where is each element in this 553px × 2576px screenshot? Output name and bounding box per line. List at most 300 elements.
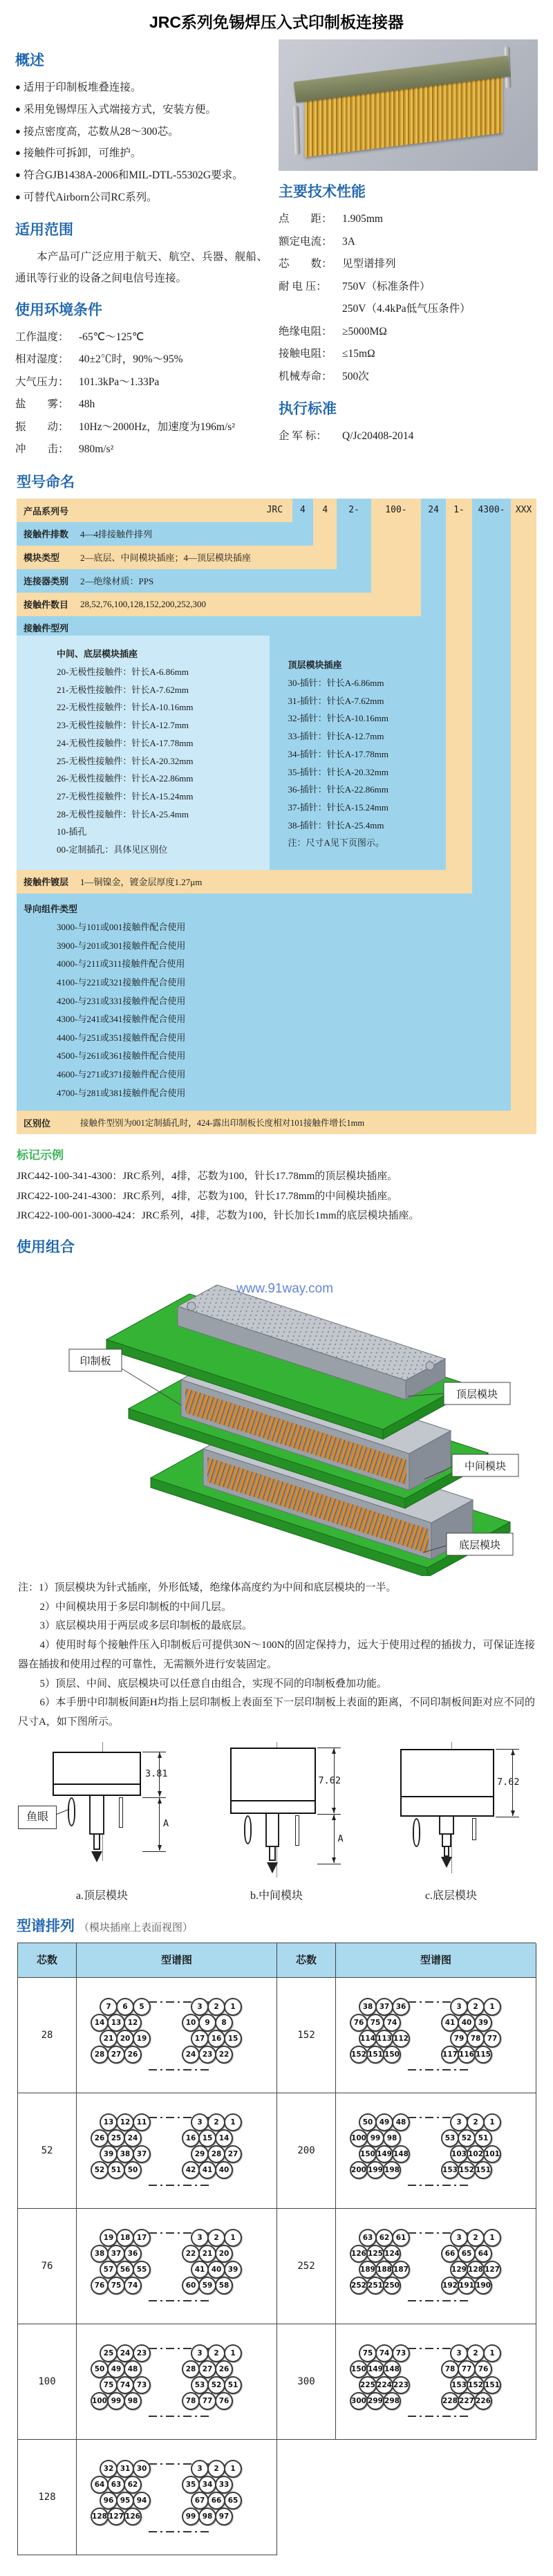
pin-circle: 1 [224,2460,242,2478]
fisheye-label: 鱼眼 [18,1806,57,1829]
pin-circle: 14 [215,2129,233,2147]
pin-circle: 62 [375,2229,393,2247]
pin-circle: 41 [191,2261,209,2279]
pin-circle: 94 [133,2492,151,2510]
pin-circle: 129 [450,2261,468,2279]
naming-row-contact-types [17,616,446,870]
pin-circle: 127 [483,2261,501,2279]
pin-circle: 75 [100,2376,118,2394]
spec-label: 点 距： [279,213,332,225]
continuation-line [408,2300,470,2301]
spec-label: 振 动： [15,420,69,433]
pin-circle: 227 [458,2392,476,2410]
code-series: JRC [266,504,283,515]
pin-circle: 75 [359,2344,377,2362]
marking-line: JRC442-100-341-4300：JRC系列，4排，芯数为100，针长17.78mm的顶层模块插座。 [17,1171,398,1183]
pin-circle: 2 [207,2460,225,2478]
col-header-diagram: 型谱图 [336,1943,536,1978]
dim-7-62: 7.62 [318,1775,341,1786]
pin-diagram [336,2209,536,2324]
pin-circle: 128 [91,2508,109,2526]
spec-value: 40±2℃时，90%～95% [79,353,183,366]
col-header-count: 芯数 [277,1943,336,1978]
pin-circle: 128 [467,2261,485,2279]
overview-heading: 概述 [15,53,44,68]
pin-circle: 52 [458,2129,476,2147]
pin-circle: 74 [116,2376,134,2394]
contact-type-item: 30-插针：针长A-6.86mm [288,677,384,688]
fisheye-pin [68,1797,75,1826]
pin-circle: 3 [450,2113,468,2131]
contact-type-item: 38-插针：针长A-25.4mm [288,819,384,831]
drawing-top-module [28,1742,176,1902]
pin-circle: 9 [198,2014,216,2032]
row-desc: 接触件型别为001定制插孔时，424-露出印制板长度相对101接触件增长1mm [80,1118,365,1129]
pin-circle: 300 [350,2392,368,2410]
pin-circle: 61 [392,2229,410,2247]
pin-circle: 21 [100,2030,118,2048]
contact-left-list [57,663,270,859]
contact-type-item: 23-无极性接触件：针长A-12.7mm [57,720,189,731]
guide-item: 3000-与101或001接触件配合使用 [57,921,186,932]
continuation-line [408,2416,470,2417]
pin-circle: 34 [198,2476,216,2494]
pin-circle: 53 [441,2129,459,2147]
pin-circle: 60 [182,2277,200,2295]
performance-heading: 主要技术性能 [279,184,366,200]
spec-item [15,438,268,461]
pin-circle: 27 [198,2360,216,2378]
row-desc: 2—绝缘材质：PPS [80,576,154,587]
spec-item [279,425,538,448]
pin-circle: 37 [375,1998,393,2016]
pin-circle: 95 [116,2492,134,2510]
spec-value: Q/Jc20408-2014 [342,430,414,443]
pin-circle: 151 [474,2161,492,2179]
spec-item [279,208,538,231]
overview-bullet: ● 可替代Airborn公司RC系列。 [15,187,268,209]
pin-circle: 22 [182,2245,200,2263]
standard-list [279,425,538,448]
marking-line: JRC422-100-241-4300：JRC系列，4排，芯数为100，针长17.78mm的中间模块插座。 [17,1190,398,1202]
pin-circle: 126 [350,2245,368,2263]
contact-left-column [17,636,270,870]
pin-diagram [77,2440,277,2555]
pin-circle: 50 [124,2161,142,2179]
pin-circle: 39 [474,2014,492,2032]
pin-circle: 26 [124,2046,142,2064]
continuation-line [149,2531,211,2532]
contact-type-item: 25-无极性接触件：针长A-20.32mm [57,755,194,766]
pin-row [336,2161,536,2179]
pin-circle: 28 [91,2046,109,2064]
pin-circle: 20 [116,2030,134,2048]
drawing-caption: a.顶层模块 [75,1889,129,1902]
spec-value: ≥5000MΩ [342,325,387,337]
core-count: 252 [277,2209,336,2324]
pin-circle: 65 [224,2492,242,2510]
pin-circle: 14 [91,2014,109,2032]
pin-circle: 59 [198,2277,216,2295]
pin-circle: 5 [133,1998,151,2016]
guide-item: 4600-与271或371接触件配合使用 [57,1069,186,1080]
pin-circle: 1 [483,2344,501,2362]
pin-circle: 38 [359,1998,377,2016]
pin-circle: 23 [198,2046,216,2064]
pin-circle: 37 [133,2145,151,2163]
pin-circle: 49 [107,2360,125,2378]
spec-label: 企 军 标： [279,430,327,443]
pin-circle: 28 [207,2145,225,2163]
pin-circle: 16 [207,2030,225,2048]
continuation-line [408,2185,470,2186]
pin-circle: 152 [458,2161,476,2179]
pin-diagram [336,1978,536,2093]
pin-circle: 76 [350,2014,368,2032]
contact-type-item: 26-无极性接触件：针长A-22.86mm [57,773,194,784]
pin-circle: 153 [450,2376,468,2394]
spec-label: 耐 电 压： [279,280,327,293]
pin-circle: 20 [215,2245,233,2263]
pin-circle: 127 [107,2508,125,2526]
spec-value: 48h [79,398,95,411]
contact-right-list [288,674,446,835]
pin-circle: 24 [182,2046,200,2064]
naming-row-guide [17,893,511,1111]
spec-label: 额定电流： [279,235,332,248]
marking-heading: 标记示例 [17,1149,64,1162]
model-naming-section [0,471,553,1134]
naming-header-row [17,499,536,522]
pin-circle: 49 [375,2113,393,2131]
continuation-line [149,2069,211,2070]
spec-value: 250V（4.4kPa低气压条件） [342,303,471,315]
pin-circle: 33 [215,2476,233,2494]
top-two-column-area [0,39,553,461]
spec-item [15,326,268,349]
combination-heading: 使用组合 [17,1239,75,1255]
pin-circle: 1 [224,2344,242,2362]
right-column [279,39,538,461]
code-count: 100- [385,504,407,515]
contact-type-item: 22-无极性接触件：针长A-10.16mm [57,702,194,713]
pin-circle: 40 [215,2161,233,2179]
pin-circle: 100 [350,2129,368,2147]
pin-circle: 27 [224,2145,242,2163]
stack-diagram [17,1263,536,1576]
pin-circle: 125 [366,2245,384,2263]
pin-circle: 23 [133,2344,151,2362]
pin-circle: 113 [375,2030,393,2048]
note-line: 3）底层模块用于两层或多层印制板的最底层。 [39,1620,253,1632]
pin-circle: 151 [483,2376,501,2394]
code-distinct: XXX [515,504,532,515]
pin-circle: 51 [224,2376,242,2394]
pin-circle: 3 [450,1998,468,2016]
spec-item [279,366,538,389]
pin-circle: 17 [133,2229,151,2247]
overview-bullet: ● 接点密度高，芯数从28～300芯。 [15,121,268,143]
pin-circle: 102 [467,2145,485,2163]
pin-circle: 198 [383,2161,401,2179]
pin-circle: 38 [116,2145,134,2163]
pin-circle: 28 [182,2360,200,2378]
pin-circle: 24 [124,2129,142,2147]
pin-circle: 101 [483,2145,501,2163]
note-line: 5）顶层、中间、底层模块可以任意自由组合，实现不同的印制板叠加功能。 [39,1678,388,1689]
contact-type-item: 10-插孔 [57,826,87,837]
spec-value: 500次 [342,370,369,382]
pin-circle: 148 [392,2145,410,2163]
pin-circle: 42 [182,2161,200,2179]
code-plating: 1- [453,504,465,515]
spec-label [279,298,342,321]
pin-circle: 3 [450,2229,468,2247]
guide-label: 导向组件类型 [24,903,78,914]
code-module: 4 [322,504,328,515]
row-desc: 4—4排接触件排列 [80,529,153,540]
pin-row [77,2277,276,2295]
spec-value: ≤15mΩ [342,348,375,360]
pin-circle: 22 [215,2046,233,2064]
guide-item: 3900-与201或301接触件配合使用 [57,940,186,951]
pin-circle: 64 [91,2476,109,2494]
pin-circle: 117 [441,2046,459,2064]
row-desc: 28,52,76,100,128,152,200,252,300 [80,598,206,609]
pin-circle: 188 [375,2261,393,2279]
pin-circle: 115 [474,2046,492,2064]
pin-circle: 62 [124,2476,142,2494]
guide-item: 4200-与231或331接触件配合使用 [57,995,186,1006]
pin-circle: 63 [107,2476,125,2494]
pin-circle: 112 [392,2030,410,2048]
continuation-line [149,2300,211,2301]
spec-label: 机械寿命： [279,370,332,382]
pin-circle: 8 [215,2014,233,2032]
pin-circle: 225 [359,2376,377,2394]
contact-type-item: 35-插针：针长A-20.32mm [288,766,388,777]
dim-A: A [337,1833,344,1844]
core-count: 100 [18,2324,77,2440]
pin-circle: 10 [182,2014,200,2032]
contact-type-columns [17,636,446,870]
pin-circle: 53 [191,2376,209,2394]
row-label: 区别位 [24,1118,51,1129]
pin-diagram [77,2093,277,2209]
product-photo [279,39,538,171]
drawing-middle-module [203,1742,351,1902]
pin-circle: 152 [467,2376,485,2394]
overview-bullet: ● 接触件可拆卸，可维护。 [15,142,268,165]
pin-circle: 99 [182,2508,200,2526]
pin-circle: 29 [191,2145,209,2163]
col-header-diagram: 型谱图 [77,1943,277,1978]
naming-heading: 型号命名 [17,474,75,490]
pin-circle: 3 [191,2344,209,2362]
pin-circle: 191 [458,2277,476,2295]
spec-label: 绝缘电阻： [279,325,332,337]
pin-circle: 36 [392,1998,410,2016]
pin-circle: 31 [116,2460,134,2478]
pin-circle: 75 [107,2277,125,2295]
scope-heading: 适用范围 [15,221,73,238]
contact-right-column [270,636,446,870]
pin-circle: 1 [483,2113,501,2131]
marking-line: JRC422-100-001-3000-424：JRC系列，4排，芯数为100，针长加长1mm的底层模块插座。 [17,1210,420,1222]
pin-circle: 74 [375,2344,393,2362]
contact-right-note: 注：尺寸A见下页图示。 [288,837,384,849]
pin-circle: 32 [100,2460,118,2478]
pin-circle: 11 [133,2113,151,2131]
contact-type-item: 31-插针：针长A-7.62mm [288,695,384,706]
pin-circle: 25 [107,2129,125,2147]
pin-circle: 41 [441,2014,459,2032]
pin-row [336,2046,536,2064]
contact-type-item: 27-无极性接触件：针长A-15.24mm [57,791,194,802]
col-header-count: 芯数 [18,1943,77,1978]
pin-diagram [336,2093,536,2209]
guide-pin-left [293,105,301,155]
spectrum-heading: 型谱排列 [17,1918,75,1934]
pin-circle: 199 [366,2161,384,2179]
pin-circle: 26 [215,2360,233,2378]
module-drawings [0,1732,553,1902]
pin-circle: 1 [483,2229,501,2247]
spec-label: 芯 数： [279,258,332,270]
spec-item [15,371,268,394]
pin-circle: 39 [100,2145,118,2163]
pin-circle: 150 [359,2145,377,2163]
spec-item [279,321,538,344]
spectrum-heading-row [0,1915,553,1936]
pin-circle: 3 [191,1998,209,2016]
pin-circle: 77 [458,2360,476,2378]
page-title: JRC系列免锡焊压入式印制板连接器 [149,13,404,31]
core-count: 28 [18,1978,77,2093]
overview-bullet: ● 适用于印制板堆叠连接。 [15,77,268,99]
pin-circle: 36 [124,2245,142,2263]
contact-right-title: 顶层模块插座 [288,659,342,670]
pin-circle: 66 [441,2245,459,2263]
pin-circle: 19 [100,2229,118,2247]
pin-circle: 73 [392,2344,410,2362]
svg-text:底层模块: 底层模块 [458,1539,501,1551]
performance-list [279,208,538,388]
pin-circle: 39 [224,2261,242,2279]
note-line: 6）本手册中印制板间距H均指上层印制板上表面至下一层印制板上表面的距离，不同印制板间距对应不同的尺寸A，如下图所示。 [18,1697,535,1728]
environment-list [15,326,268,461]
naming-row-plating [17,870,472,893]
empty-cell [336,2440,536,2555]
pin-circle: 64 [474,2245,492,2263]
naming-row-category [17,569,371,593]
pin-row [77,2392,276,2410]
row-label: 模块类型 [24,553,60,564]
pin-circle: 37 [107,2245,125,2263]
pin-row [77,2508,276,2526]
left-column [15,39,268,461]
pin-circle: 58 [215,2277,233,2295]
pin-circle: 77 [198,2392,216,2410]
pin-circle: 75 [366,2014,384,2032]
pin-circle: 17 [191,2030,209,2048]
note-line: 2）中间模块用于多层印制板的中间几层。 [39,1601,232,1613]
drawing-caption: b.中间模块 [250,1889,303,1902]
pin-circle: 74 [124,2277,142,2295]
svg-text:中间模块: 中间模块 [464,1461,507,1472]
pin-circle: 79 [450,2030,468,2048]
guide-list [17,918,185,1111]
pin-circle: 21 [198,2245,216,2263]
pin-circle: 149 [366,2360,384,2378]
pin-circle: 78 [182,2392,200,2410]
spec-value: 750V（标准条件） [342,280,431,293]
naming-row-count [17,593,421,616]
row-desc: 1—铜镍金，镀金层厚度1.27μm [80,877,203,888]
pin-circle: 99 [107,2392,125,2410]
pin-diagram [77,1978,277,2093]
code-rows: 4 [292,499,314,522]
row-label: 接触件排数 [24,529,69,540]
pin-circle: 76 [215,2392,233,2410]
pin-circle: 3 [191,2460,209,2478]
pin-circle: 98 [383,2129,401,2147]
pin-circle: 41 [198,2161,216,2179]
row-desc: 2—底层、中间模块插座；4—顶层模块插座 [80,553,252,564]
pin-circle: 12 [116,2113,134,2131]
pin-row [77,2046,276,2064]
spec-item [279,298,538,321]
pin-circle: 7 [100,1998,118,2016]
pin-circle: 251 [366,2277,384,2295]
continuation-line [149,2185,211,2186]
pin-circle: 57 [100,2261,118,2279]
contact-type-item: 28-无极性接触件：针长A-25.4mm [57,808,189,819]
pin-circle: 148 [383,2360,401,2378]
dim-3-81: 3.81 [145,1768,168,1779]
spectrum-subtitle: （模块插座上表面视图） [79,1922,194,1934]
pin-circle: 250 [383,2277,401,2295]
pin-circle: 2 [207,2113,225,2131]
pin-circle: 3 [191,2229,209,2247]
pin-circle: 3 [191,2113,209,2131]
svg-text:顶层模块: 顶层模块 [456,1389,498,1400]
pin-circle: 200 [350,2161,368,2179]
pin-circle: 15 [224,2030,242,2048]
pin-circle: 67 [191,2492,209,2510]
marking-example-section [0,1145,553,1226]
pin-circle: 74 [383,2014,401,2032]
spec-value: -65℃～125℃ [79,331,144,343]
pin-circle: 187 [392,2261,410,2279]
empty-cell [277,2440,336,2555]
pin-circle: 190 [474,2277,492,2295]
pin-circle: 1 [224,2229,242,2247]
pin-circle: 223 [392,2376,410,2394]
pin-circle: 66 [207,2492,225,2510]
pin-circle: 16 [182,2129,200,2147]
code-category: 2- [337,499,371,522]
pin-circle: 2 [207,2229,225,2247]
overview-list [15,77,268,209]
pin-circle: 38 [91,2245,109,2263]
pin-circle: 114 [359,2030,377,2048]
series-label: 产品系列号 [24,506,69,517]
watermark-text: www.91way.com [236,1281,334,1296]
spec-label: 接触电阻： [279,348,332,360]
svg-text:印制板: 印制板 [79,1355,111,1367]
code-guide: 4300- [472,499,511,522]
